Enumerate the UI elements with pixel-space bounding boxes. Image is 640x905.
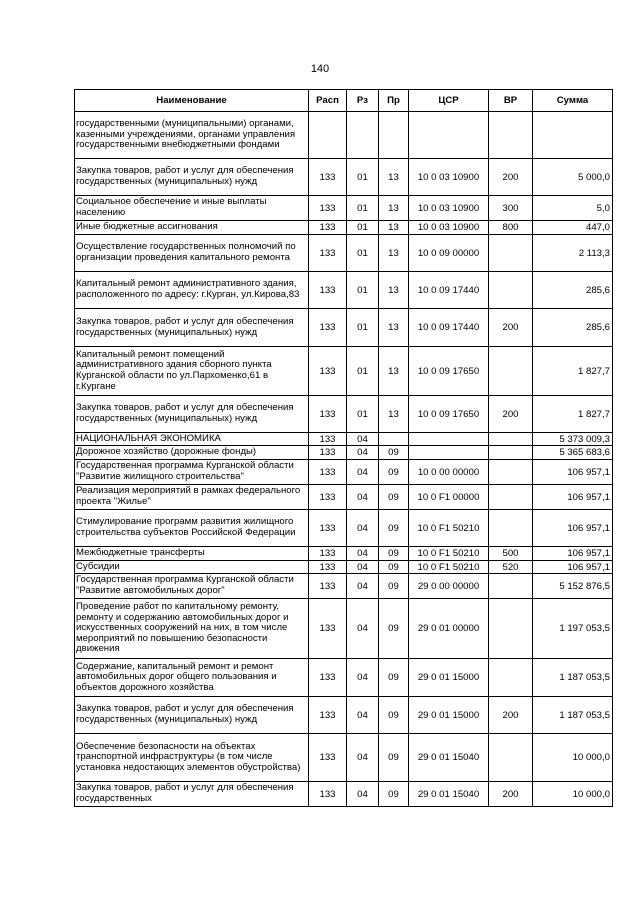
cell-sum	[533, 112, 613, 159]
cell-vr	[489, 446, 533, 460]
cell-rasp: 133	[309, 272, 347, 309]
cell-rz: 04	[347, 485, 379, 510]
table-row	[75, 433, 613, 446]
cell-rz: 04	[347, 460, 379, 485]
table-row	[75, 112, 613, 159]
cell-vr: 300	[489, 196, 533, 221]
cell-name: Обеспечение безопасности на объектах транспортной инфраструктуры (в том числе установка недостающих элементов обустройства)	[75, 734, 309, 782]
cell-pr: 09	[379, 574, 409, 599]
cell-sum: 1 187 053,5	[533, 697, 613, 734]
cell-sum: 1 197 053,5	[533, 599, 613, 659]
cell-vr	[489, 485, 533, 510]
cell-sum: 5 152 876,5	[533, 574, 613, 599]
cell-pr: 09	[379, 510, 409, 547]
cell-rasp: 133	[309, 446, 347, 460]
cell-name: Капитальный ремонт административного здания, расположенного по адресу: г.Курган, ул.Кирова,83	[75, 272, 309, 309]
cell-rz: 04	[347, 782, 379, 807]
cell-rz: 01	[347, 221, 379, 235]
cell-csr	[409, 446, 489, 460]
cell-name: Государственная программа Курганской области "Развитие жилищного строительства"	[75, 460, 309, 485]
cell-vr: 500	[489, 547, 533, 561]
cell-csr: 10 0 03 10900	[409, 221, 489, 235]
cell-rasp: 133	[309, 235, 347, 272]
cell-rz: 01	[347, 396, 379, 433]
cell-sum: 1 827,7	[533, 347, 613, 396]
cell-name: Иные бюджетные ассигнования	[75, 221, 309, 235]
cell-sum: 5,0	[533, 196, 613, 221]
table-row	[75, 574, 613, 599]
cell-csr: 10 0 F1 50210	[409, 547, 489, 561]
cell-vr: 200	[489, 396, 533, 433]
cell-csr: 10 0 09 17650	[409, 347, 489, 396]
cell-pr: 09	[379, 734, 409, 782]
cell-vr: 520	[489, 561, 533, 574]
table-row	[75, 272, 613, 309]
cell-rz: 01	[347, 347, 379, 396]
cell-sum: 10 000,0	[533, 782, 613, 807]
cell-rz: 04	[347, 510, 379, 547]
cell-rasp: 133	[309, 599, 347, 659]
cell-pr: 13	[379, 159, 409, 196]
cell-rasp: 133	[309, 309, 347, 347]
cell-sum: 1 187 053,5	[533, 659, 613, 697]
cell-csr: 10 0 F1 00000	[409, 485, 489, 510]
header-vr: ВР	[489, 90, 533, 112]
table-row	[75, 460, 613, 485]
cell-pr: 13	[379, 272, 409, 309]
cell-rz	[347, 112, 379, 159]
cell-rasp: 133	[309, 510, 347, 547]
cell-csr	[409, 112, 489, 159]
cell-sum: 5 365 683,6	[533, 446, 613, 460]
cell-pr: 09	[379, 547, 409, 561]
cell-vr	[489, 659, 533, 697]
header-sum: Сумма	[533, 90, 613, 112]
cell-sum: 447,0	[533, 221, 613, 235]
cell-rasp: 133	[309, 697, 347, 734]
cell-csr: 10 0 00 00000	[409, 460, 489, 485]
cell-csr: 29 0 00 00000	[409, 574, 489, 599]
cell-rasp: 133	[309, 347, 347, 396]
cell-rz: 01	[347, 235, 379, 272]
cell-name: Государственная программа Курганской области "Развитие автомобильных дорог"	[75, 574, 309, 599]
table-row	[75, 510, 613, 547]
cell-vr	[489, 235, 533, 272]
cell-rasp: 133	[309, 196, 347, 221]
cell-sum: 106 957,1	[533, 510, 613, 547]
cell-name: государственными (муниципальными) органами, казенными учреждениями, органами управления государственными внебюджетными фондами	[75, 112, 309, 159]
cell-csr: 10 0 09 17650	[409, 396, 489, 433]
cell-rasp: 133	[309, 396, 347, 433]
cell-name: Осуществление государственных полномочий по организации проведения капитального ремонта	[75, 235, 309, 272]
cell-pr: 13	[379, 396, 409, 433]
cell-name: Содержание, капитальный ремонт и ремонт автомобильных дорог общего пользования и объектов дорожного хозяйства	[75, 659, 309, 697]
cell-name: Капитальный ремонт помещений административного здания сборного пункта Курганской области по ул.Пархоменко,61 в г.Кургане	[75, 347, 309, 396]
cell-rz: 01	[347, 159, 379, 196]
cell-sum: 285,6	[533, 309, 613, 347]
cell-rasp: 133	[309, 221, 347, 235]
cell-rasp: 133	[309, 659, 347, 697]
cell-vr	[489, 460, 533, 485]
table-row	[75, 734, 613, 782]
table-row	[75, 396, 613, 433]
cell-csr	[409, 433, 489, 446]
cell-name: Закупка товаров, работ и услуг для обеспечения государственных (муниципальных) нужд	[75, 697, 309, 734]
cell-pr: 13	[379, 347, 409, 396]
cell-rz: 04	[347, 574, 379, 599]
cell-rz: 04	[347, 561, 379, 574]
cell-name: Закупка товаров, работ и услуг для обеспечения государственных (муниципальных) нужд	[75, 396, 309, 433]
cell-rz: 04	[347, 547, 379, 561]
cell-pr: 09	[379, 460, 409, 485]
cell-rz: 04	[347, 734, 379, 782]
cell-pr: 09	[379, 599, 409, 659]
cell-vr	[489, 574, 533, 599]
cell-csr: 10 0 03 10900	[409, 196, 489, 221]
table-row	[75, 659, 613, 697]
cell-sum: 106 957,1	[533, 561, 613, 574]
cell-rasp: 133	[309, 574, 347, 599]
cell-csr: 10 0 03 10900	[409, 159, 489, 196]
cell-sum: 2 113,3	[533, 235, 613, 272]
cell-pr: 13	[379, 309, 409, 347]
cell-rz: 01	[347, 309, 379, 347]
cell-vr	[489, 510, 533, 547]
cell-csr: 10 0 09 17440	[409, 309, 489, 347]
cell-name: Закупка товаров, работ и услуг для обеспечения государственных	[75, 782, 309, 807]
cell-pr: 09	[379, 782, 409, 807]
table-row	[75, 599, 613, 659]
cell-rz: 04	[347, 433, 379, 446]
cell-name: Социальное обеспечение и иные выплаты населению	[75, 196, 309, 221]
cell-csr: 29 0 01 15000	[409, 659, 489, 697]
cell-name: Межбюджетные трансферты	[75, 547, 309, 561]
cell-rasp: 133	[309, 159, 347, 196]
cell-rasp: 133	[309, 460, 347, 485]
cell-csr: 29 0 01 15040	[409, 734, 489, 782]
header-name: Наименование	[75, 90, 309, 112]
cell-rasp: 133	[309, 561, 347, 574]
header-csr: ЦСР	[409, 90, 489, 112]
cell-csr: 29 0 01 15040	[409, 782, 489, 807]
cell-sum: 106 957,1	[533, 547, 613, 561]
cell-pr	[379, 112, 409, 159]
budget-table	[74, 89, 613, 807]
cell-rz: 04	[347, 659, 379, 697]
cell-sum: 5 373 009,3	[533, 433, 613, 446]
cell-vr: 200	[489, 697, 533, 734]
cell-sum: 285,6	[533, 272, 613, 309]
cell-name: Закупка товаров, работ и услуг для обеспечения государственных (муниципальных) нужд	[75, 309, 309, 347]
header-rasp: Расп	[309, 90, 347, 112]
cell-vr	[489, 347, 533, 396]
header-pr: Пр	[379, 90, 409, 112]
cell-name: Реализация мероприятий в рамках федерального проекта "Жилье"	[75, 485, 309, 510]
cell-rasp: 133	[309, 547, 347, 561]
cell-sum: 106 957,1	[533, 460, 613, 485]
cell-rz: 04	[347, 599, 379, 659]
cell-pr: 09	[379, 446, 409, 460]
cell-name: Закупка товаров, работ и услуг для обеспечения государственных (муниципальных) нужд	[75, 159, 309, 196]
table-row	[75, 159, 613, 196]
page-number: 140	[310, 63, 330, 75]
cell-vr	[489, 433, 533, 446]
table-body	[75, 112, 613, 807]
cell-sum: 10 000,0	[533, 734, 613, 782]
table-row	[75, 347, 613, 396]
table-row	[75, 446, 613, 460]
table-row	[75, 697, 613, 734]
table-header-row	[75, 90, 613, 112]
cell-vr	[489, 272, 533, 309]
cell-rasp: 133	[309, 782, 347, 807]
cell-vr	[489, 734, 533, 782]
cell-pr	[379, 433, 409, 446]
cell-rasp: 133	[309, 433, 347, 446]
table-row	[75, 561, 613, 574]
cell-rz: 04	[347, 697, 379, 734]
cell-sum: 106 957,1	[533, 485, 613, 510]
table-row	[75, 782, 613, 807]
cell-vr: 800	[489, 221, 533, 235]
cell-rz: 01	[347, 196, 379, 221]
cell-pr: 09	[379, 659, 409, 697]
cell-pr: 13	[379, 196, 409, 221]
cell-name: Субсидии	[75, 561, 309, 574]
cell-rasp	[309, 112, 347, 159]
cell-pr: 13	[379, 235, 409, 272]
table-row	[75, 547, 613, 561]
cell-pr: 13	[379, 221, 409, 235]
cell-csr: 10 0 F1 50210	[409, 510, 489, 547]
cell-rasp: 133	[309, 485, 347, 510]
cell-name: Проведение работ по капитальному ремонту, ремонту и содержанию автомобильных дорог и искусственных сооружений на них, в том числе мероприятий по повышению безопасности движения	[75, 599, 309, 659]
cell-vr: 200	[489, 309, 533, 347]
cell-name: НАЦИОНАЛЬНАЯ ЭКОНОМИКА	[75, 433, 309, 446]
cell-csr: 10 0 09 00000	[409, 235, 489, 272]
cell-csr: 29 0 01 00000	[409, 599, 489, 659]
cell-vr	[489, 112, 533, 159]
cell-sum: 1 827,7	[533, 396, 613, 433]
cell-csr: 10 0 F1 50210	[409, 561, 489, 574]
cell-name: Стимулирование программ развития жилищного строительства субъектов Российской Федерации	[75, 510, 309, 547]
cell-rasp: 133	[309, 734, 347, 782]
table-row	[75, 235, 613, 272]
cell-vr: 200	[489, 782, 533, 807]
cell-csr: 10 0 09 17440	[409, 272, 489, 309]
cell-sum: 5 000,0	[533, 159, 613, 196]
table-row	[75, 309, 613, 347]
cell-pr: 09	[379, 485, 409, 510]
cell-pr: 09	[379, 561, 409, 574]
cell-rz: 01	[347, 272, 379, 309]
table-row	[75, 196, 613, 221]
cell-vr: 200	[489, 159, 533, 196]
cell-rz: 04	[347, 446, 379, 460]
cell-name: Дорожное хозяйство (дорожные фонды)	[75, 446, 309, 460]
cell-vr	[489, 599, 533, 659]
header-rz: Рз	[347, 90, 379, 112]
table-row	[75, 221, 613, 235]
table-row	[75, 485, 613, 510]
cell-pr: 09	[379, 697, 409, 734]
cell-csr: 29 0 01 15000	[409, 697, 489, 734]
